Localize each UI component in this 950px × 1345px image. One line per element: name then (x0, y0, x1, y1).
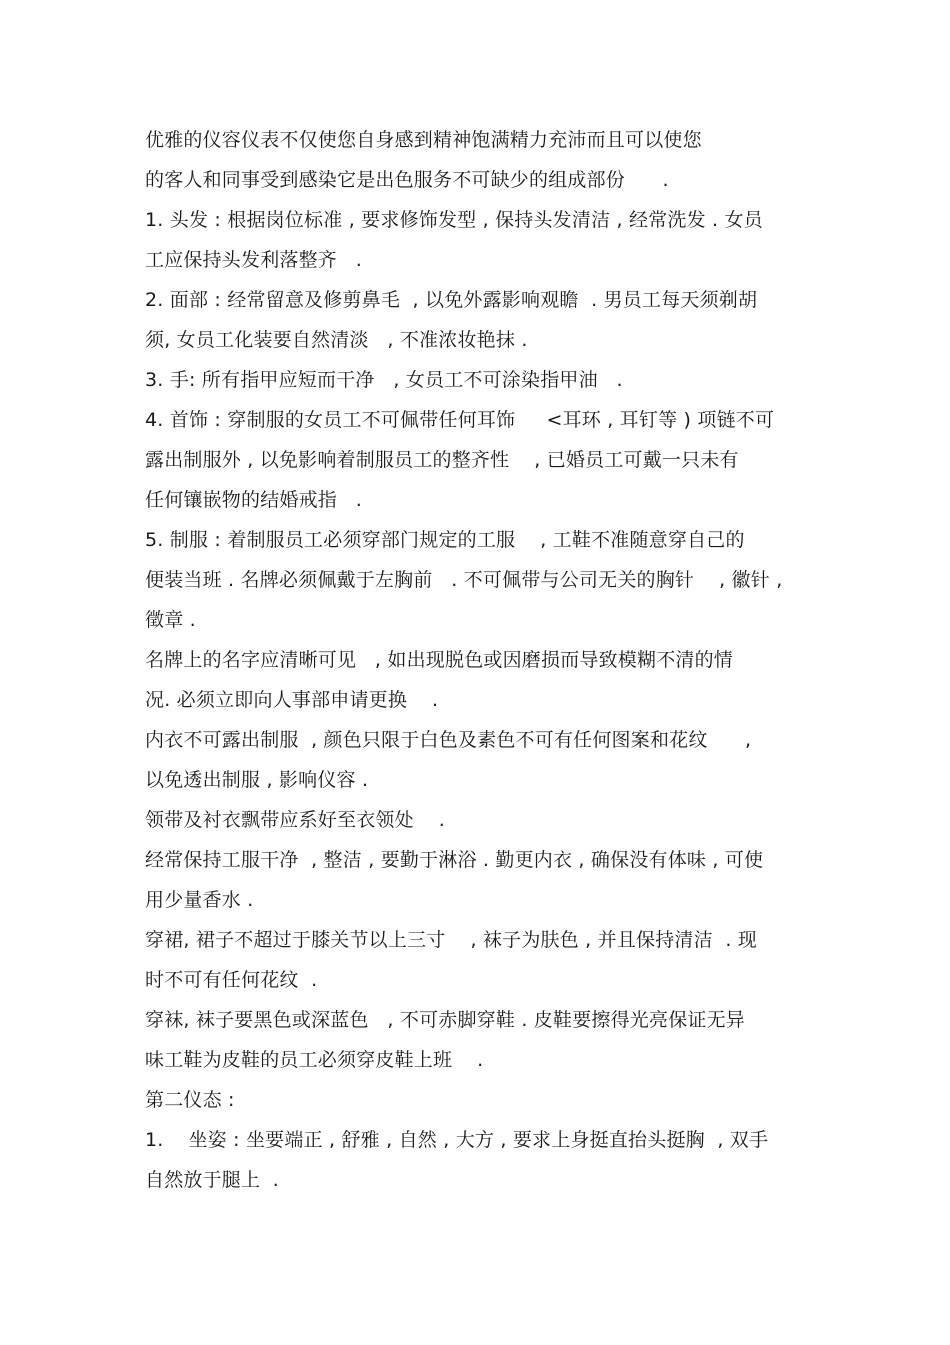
text-line: 1. 坐姿 : 坐要端正 , 舒雅 , 自然 , 大方 , 要求上身挺直抬头挺胸 , 双手 (145, 1129, 769, 1151)
text-line: 任何镶嵌物的结婚戒指 . (145, 489, 362, 511)
text-line: 穿裙, 裙子不超过于膝关节以上三寸 , 袜子为肤色 , 并且保持清洁 . 现 (145, 929, 757, 951)
text-line: 领带及衬衣飘带应系好至衣领处 . (145, 809, 445, 831)
text-line: 自然放于腿上 . (145, 1169, 279, 1191)
text-line: 味工鞋为皮鞋的员工必须穿皮鞋上班 . (145, 1049, 484, 1071)
text-line: 穿袜, 袜子要黑色或深蓝色 , 不可赤脚穿鞋 . 皮鞋要擦得光亮保证无异 (145, 1009, 745, 1031)
text-line: 的客人和同事受到感染它是出色服务不可缺少的组成部份 . (145, 169, 669, 191)
text-line: 用少量香水 . (145, 889, 254, 911)
text-line: 2. 面部 : 经常留意及修剪鼻毛 , 以免外露影响观瞻 . 男员工每天须剃胡 (145, 289, 758, 311)
text-line: 经常保持工服干净 , 整洁 , 要勤于淋浴 . 勤更内衣 , 确保没有体味 , 可使 (145, 849, 764, 871)
text-line: 须, 女员工化装要自然清淡 , 不准浓妆艳抹 . (145, 329, 528, 351)
text-line: 3. 手: 所有指甲应短而干净 , 女员工不可涂染指甲油 . (145, 369, 623, 391)
text-line: 内衣不可露出制服 , 颜色只限于白色及素色不可有任何图案和花纹 , (145, 729, 752, 751)
section-heading: 第二仪态 : (145, 1089, 235, 1111)
text-line: 名牌上的名字应清晰可见 , 如出现脱色或因磨损而导致模糊不清的情 (145, 649, 733, 671)
text-line: 时不可有任何花纹 . (145, 969, 318, 991)
text-line: 1. 头发 : 根据岗位标准 , 要求修饰发型 , 保持头发清洁 , 经常洗发 . 女员 (145, 209, 763, 231)
text-line: 露出制服外 , 以免影响着制服员工的整齐性 , 已婚员工可戴一只未有 (145, 449, 739, 471)
text-line: 便装当班 . 名牌必须佩戴于左胸前 . 不可佩带与公司无关的胸针 , 徽针 , (145, 569, 783, 591)
text-line: 以免透出制服 , 影响仪容 . (145, 769, 369, 791)
text-line: 优雅的仪容仪表不仅使您自身感到精神饱满精力充沛而且可以使您 (145, 129, 702, 151)
text-line: 徵章 . (145, 609, 196, 631)
text-line: 4. 首饰 : 穿制服的女员工不可佩带任何耳饰 <耳环 , 耳钉等 ) 项链不可 (145, 409, 775, 431)
text-line: 5. 制服 : 着制服员工必须穿部门规定的工服 , 工鞋不准随意穿自己的 (145, 529, 745, 551)
text-line: 工应保持头发利落整齐 . (145, 249, 362, 271)
text-line: 况. 必须立即向人事部申请更换 . (145, 689, 439, 711)
